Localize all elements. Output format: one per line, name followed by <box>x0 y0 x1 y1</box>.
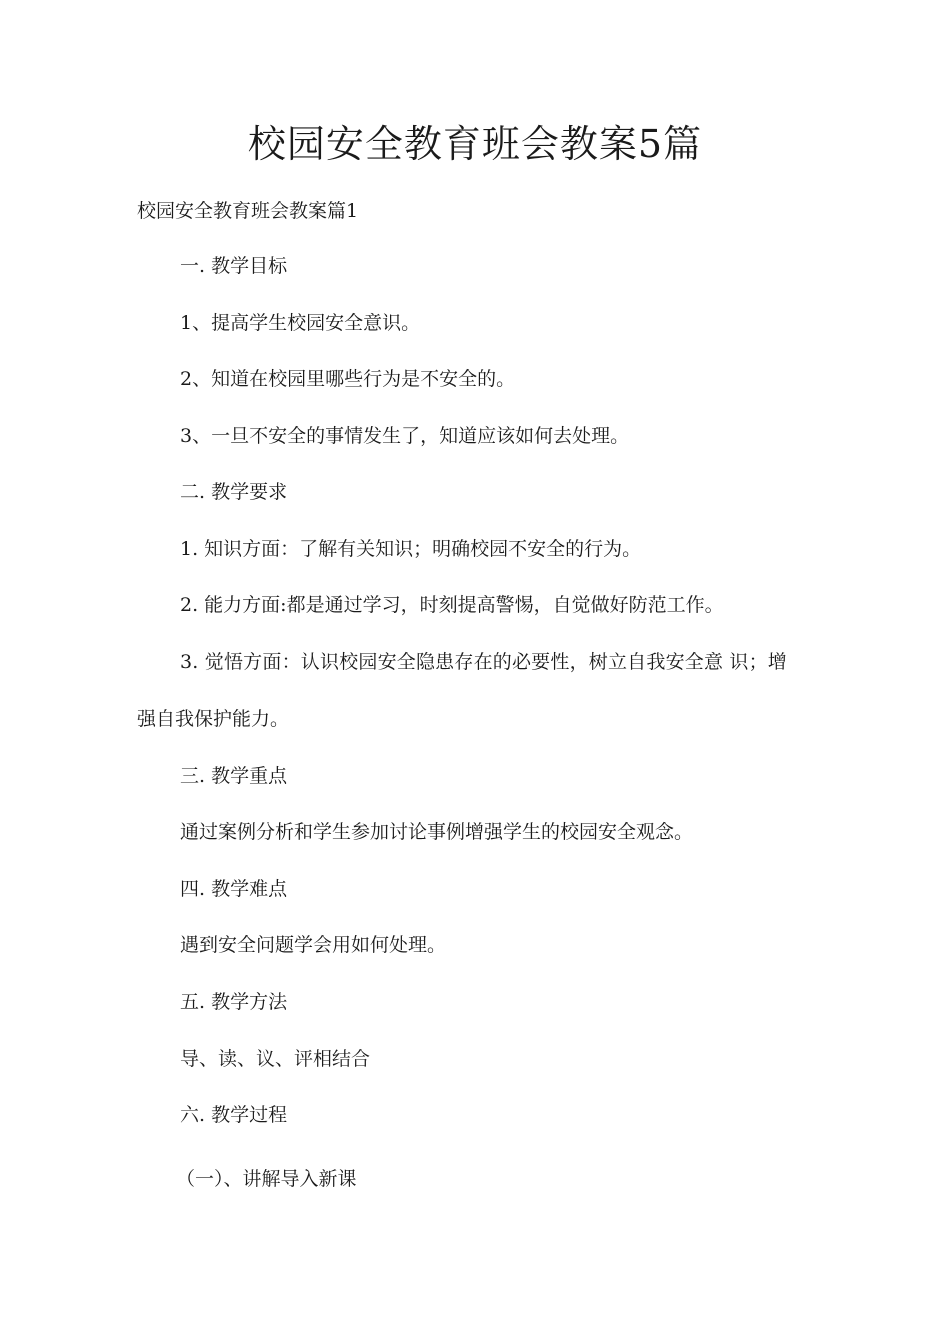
heading-teaching-objectives: 一. 教学目标 <box>180 255 288 277</box>
heading-teaching-requirements: 二. 教学要求 <box>180 481 288 503</box>
heading-teaching-method: 五. 教学方法 <box>180 991 288 1013</box>
objective-item-1: 1、提高学生校园安全意识。 <box>180 312 421 334</box>
objective-item-3: 3、一旦不安全的事情发生了，知道应该如何去处理。 <box>180 425 630 447</box>
section-heading-1: 校园安全教育班会教案篇1 <box>137 200 359 222</box>
requirement-item-1: 1. 知识方面：了解有关知识；明确校园不安全的行为。 <box>180 538 642 560</box>
requirement-item-3: 3. 觉悟方面：认识校园安全隐患存在的必要性，树立自我安全意 识；增 <box>180 651 788 673</box>
teaching-difficulty-text: 遇到安全问题学会用如何处理。 <box>180 934 447 956</box>
heading-teaching-process: 六. 教学过程 <box>180 1104 288 1126</box>
teaching-focus-text: 通过案例分析和学生参加讨论事例增强学生的校园安全观念。 <box>180 821 694 843</box>
requirement-item-2: 2. 能力方面:都是通过学习，时刻提高警惕，自觉做好防范工作。 <box>180 594 724 616</box>
requirement-item-3-continued: 强自我保护能力。 <box>137 708 290 730</box>
heading-teaching-focus: 三. 教学重点 <box>180 765 288 787</box>
objective-item-2: 2、知道在校园里哪些行为是不安全的。 <box>180 368 516 390</box>
heading-teaching-difficulty: 四. 教学难点 <box>180 878 288 900</box>
document-title: 校园安全教育班会教案5篇 <box>247 122 703 166</box>
teaching-method-text: 导、读、议、评相结合 <box>180 1048 371 1070</box>
process-step-1: （一）、讲解导入新课 <box>176 1168 357 1190</box>
